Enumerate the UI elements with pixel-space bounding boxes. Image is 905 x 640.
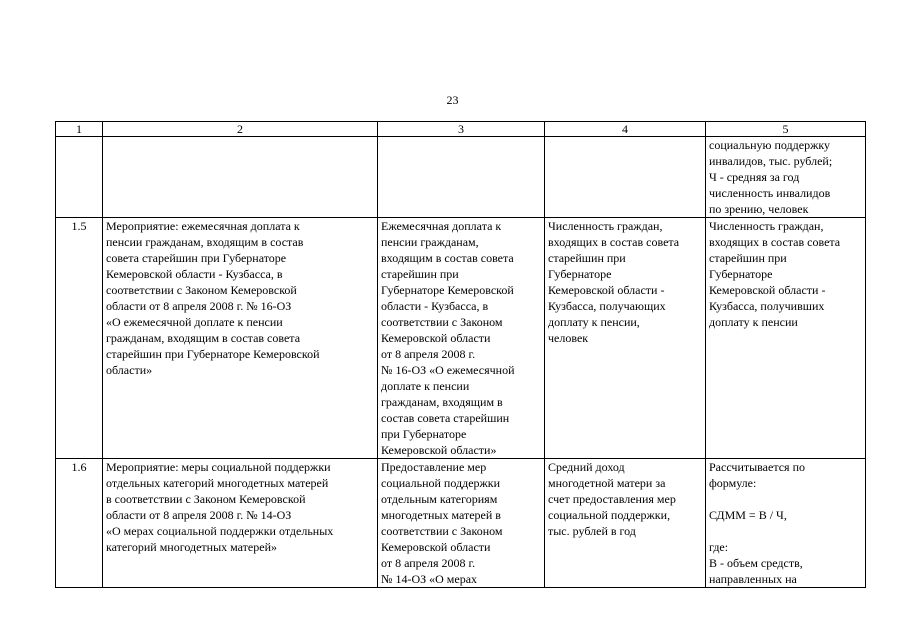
text-line: «О мерах социальной поддержки отдельных <box>106 524 334 538</box>
indicator-name <box>545 218 706 459</box>
text-line: соответствии с Законом <box>381 315 503 329</box>
measure-description <box>103 459 378 588</box>
text-line: по зрению, человек <box>709 202 809 216</box>
text-line: от 8 апреля 2008 г. <box>381 556 476 570</box>
text-line: Губернаторе <box>709 267 773 281</box>
text-line: Кемеровской области - <box>709 283 826 297</box>
row-number: 1.6 <box>56 459 103 588</box>
text-line: В - объем средств, <box>709 556 803 570</box>
table-row-1-6 <box>56 459 866 588</box>
text-line: многодетной матери за <box>548 476 666 490</box>
text-line: пенсии гражданам, <box>381 235 479 249</box>
text-line: области от 8 апреля 2008 г. № 14-ОЗ <box>106 508 292 522</box>
continuation-col5 <box>706 137 866 218</box>
text-line: совета старейшин при Губернаторе <box>106 251 287 265</box>
text-line: формуле: <box>709 476 757 490</box>
text-line: соответствии с Законом Кемеровской <box>106 283 297 297</box>
text-line: от 8 апреля 2008 г. <box>381 347 476 361</box>
text-line: многодетных матерей в <box>381 508 501 522</box>
column-header-4: 4 <box>545 122 706 137</box>
text-line: старейшин при Губернаторе Кемеровской <box>106 347 320 361</box>
text-line: человек <box>548 331 589 345</box>
text-line: в соответствии с Законом Кемеровской <box>106 492 306 506</box>
continuation-col3 <box>378 137 545 218</box>
measure-content <box>378 218 545 459</box>
page-number: 23 <box>446 93 459 107</box>
text-line: Предоставление мер <box>381 460 487 474</box>
text-line: социальной поддержки <box>381 476 501 490</box>
indicators-table <box>55 121 866 588</box>
text-line: входящих в состав совета <box>709 235 841 249</box>
text-line: отдельным категориям <box>381 492 498 506</box>
text-line: инвалидов, тыс. рублей; <box>709 154 833 168</box>
text-line: пенсии гражданам, входящим в состав <box>106 235 304 249</box>
text-line: тыс. рублей в год <box>548 524 636 538</box>
text-line: старейшин при <box>548 251 626 265</box>
indicator-method <box>706 218 866 459</box>
text-line: Кузбасса, получивших <box>709 299 825 313</box>
text-line: Кемеровской области <box>381 540 491 554</box>
indicator-method <box>706 459 866 588</box>
text-line: Кемеровской области - Кузбасса, в <box>106 267 283 281</box>
table-row-continuation <box>56 137 866 218</box>
text-line: социальную поддержку <box>709 138 831 152</box>
text-line: Средний доход <box>548 460 625 474</box>
text-line: Численность граждан, <box>548 219 663 233</box>
text-line: области - Кузбасса, в <box>381 299 489 313</box>
text-line: Кузбасса, получающих <box>548 299 666 313</box>
text-line <box>709 523 862 539</box>
text-line: доплате к пенсии <box>381 379 470 393</box>
text-line: Численность граждан, <box>709 219 824 233</box>
text-line: доплату к пенсии <box>709 315 798 329</box>
text-line: входящим в состав совета <box>381 251 514 265</box>
text-line: счет предоставления мер <box>548 492 676 506</box>
text-line: «О ежемесячной доплате к пенсии <box>106 315 283 329</box>
text-line: где: <box>709 540 729 554</box>
column-header-3: 3 <box>378 122 545 137</box>
text-line: отдельных категорий многодетных матерей <box>106 476 329 490</box>
measure-content <box>378 459 545 588</box>
text-line: № 16-ОЗ «О ежемесячной <box>381 363 515 377</box>
column-header-2: 2 <box>103 122 378 137</box>
text-line: Кемеровской области <box>381 331 491 345</box>
text-line: категорий многодетных матерей» <box>106 540 277 554</box>
continuation-col2 <box>103 137 378 218</box>
text-line: при Губернаторе <box>381 427 467 441</box>
text-line: старейшин при <box>381 267 459 281</box>
text-line: Рассчитывается по <box>709 460 805 474</box>
continuation-col1 <box>56 137 103 218</box>
text-line: гражданам, входящим в <box>381 395 503 409</box>
text-line: Губернаторе <box>548 267 612 281</box>
text-line: Губернаторе Кемеровской <box>381 283 514 297</box>
text-line: старейшин при <box>709 251 787 265</box>
text-line: Мероприятие: меры социальной поддержки <box>106 460 331 474</box>
text-line: Ч - средняя за год <box>709 170 800 184</box>
table-row-1-5 <box>56 218 866 459</box>
table-header-row <box>56 122 866 137</box>
continuation-col4 <box>545 137 706 218</box>
text-line: № 14-ОЗ «О мерах <box>381 572 478 586</box>
text-line: входящих в состав совета <box>548 235 680 249</box>
text-line: соответствии с Законом <box>381 524 503 538</box>
text-line <box>709 491 862 507</box>
text-line: Ежемесячная доплата к <box>381 219 502 233</box>
measure-description <box>103 218 378 459</box>
text-line: области от 8 апреля 2008 г. № 16-ОЗ <box>106 299 292 313</box>
text-line: доплату к пенсии, <box>548 315 640 329</box>
column-header-5: 5 <box>706 122 866 137</box>
text-line: СДММ = В / Ч, <box>709 508 787 522</box>
column-header-1: 1 <box>56 122 103 137</box>
row-number: 1.5 <box>56 218 103 459</box>
text-line: гражданам, входящим в состав совета <box>106 331 301 345</box>
text-line: социальной поддержки, <box>548 508 671 522</box>
text-line: области» <box>106 363 153 377</box>
indicator-name <box>545 459 706 588</box>
text-line: Кемеровской области» <box>381 443 497 457</box>
text-line: состав совета старейшин <box>381 411 510 425</box>
text-line: численность инвалидов <box>709 186 831 200</box>
text-line: Кемеровской области - <box>548 283 665 297</box>
text-line: Мероприятие: ежемесячная доплата к <box>106 219 300 233</box>
text-line: направленных на <box>709 572 797 586</box>
